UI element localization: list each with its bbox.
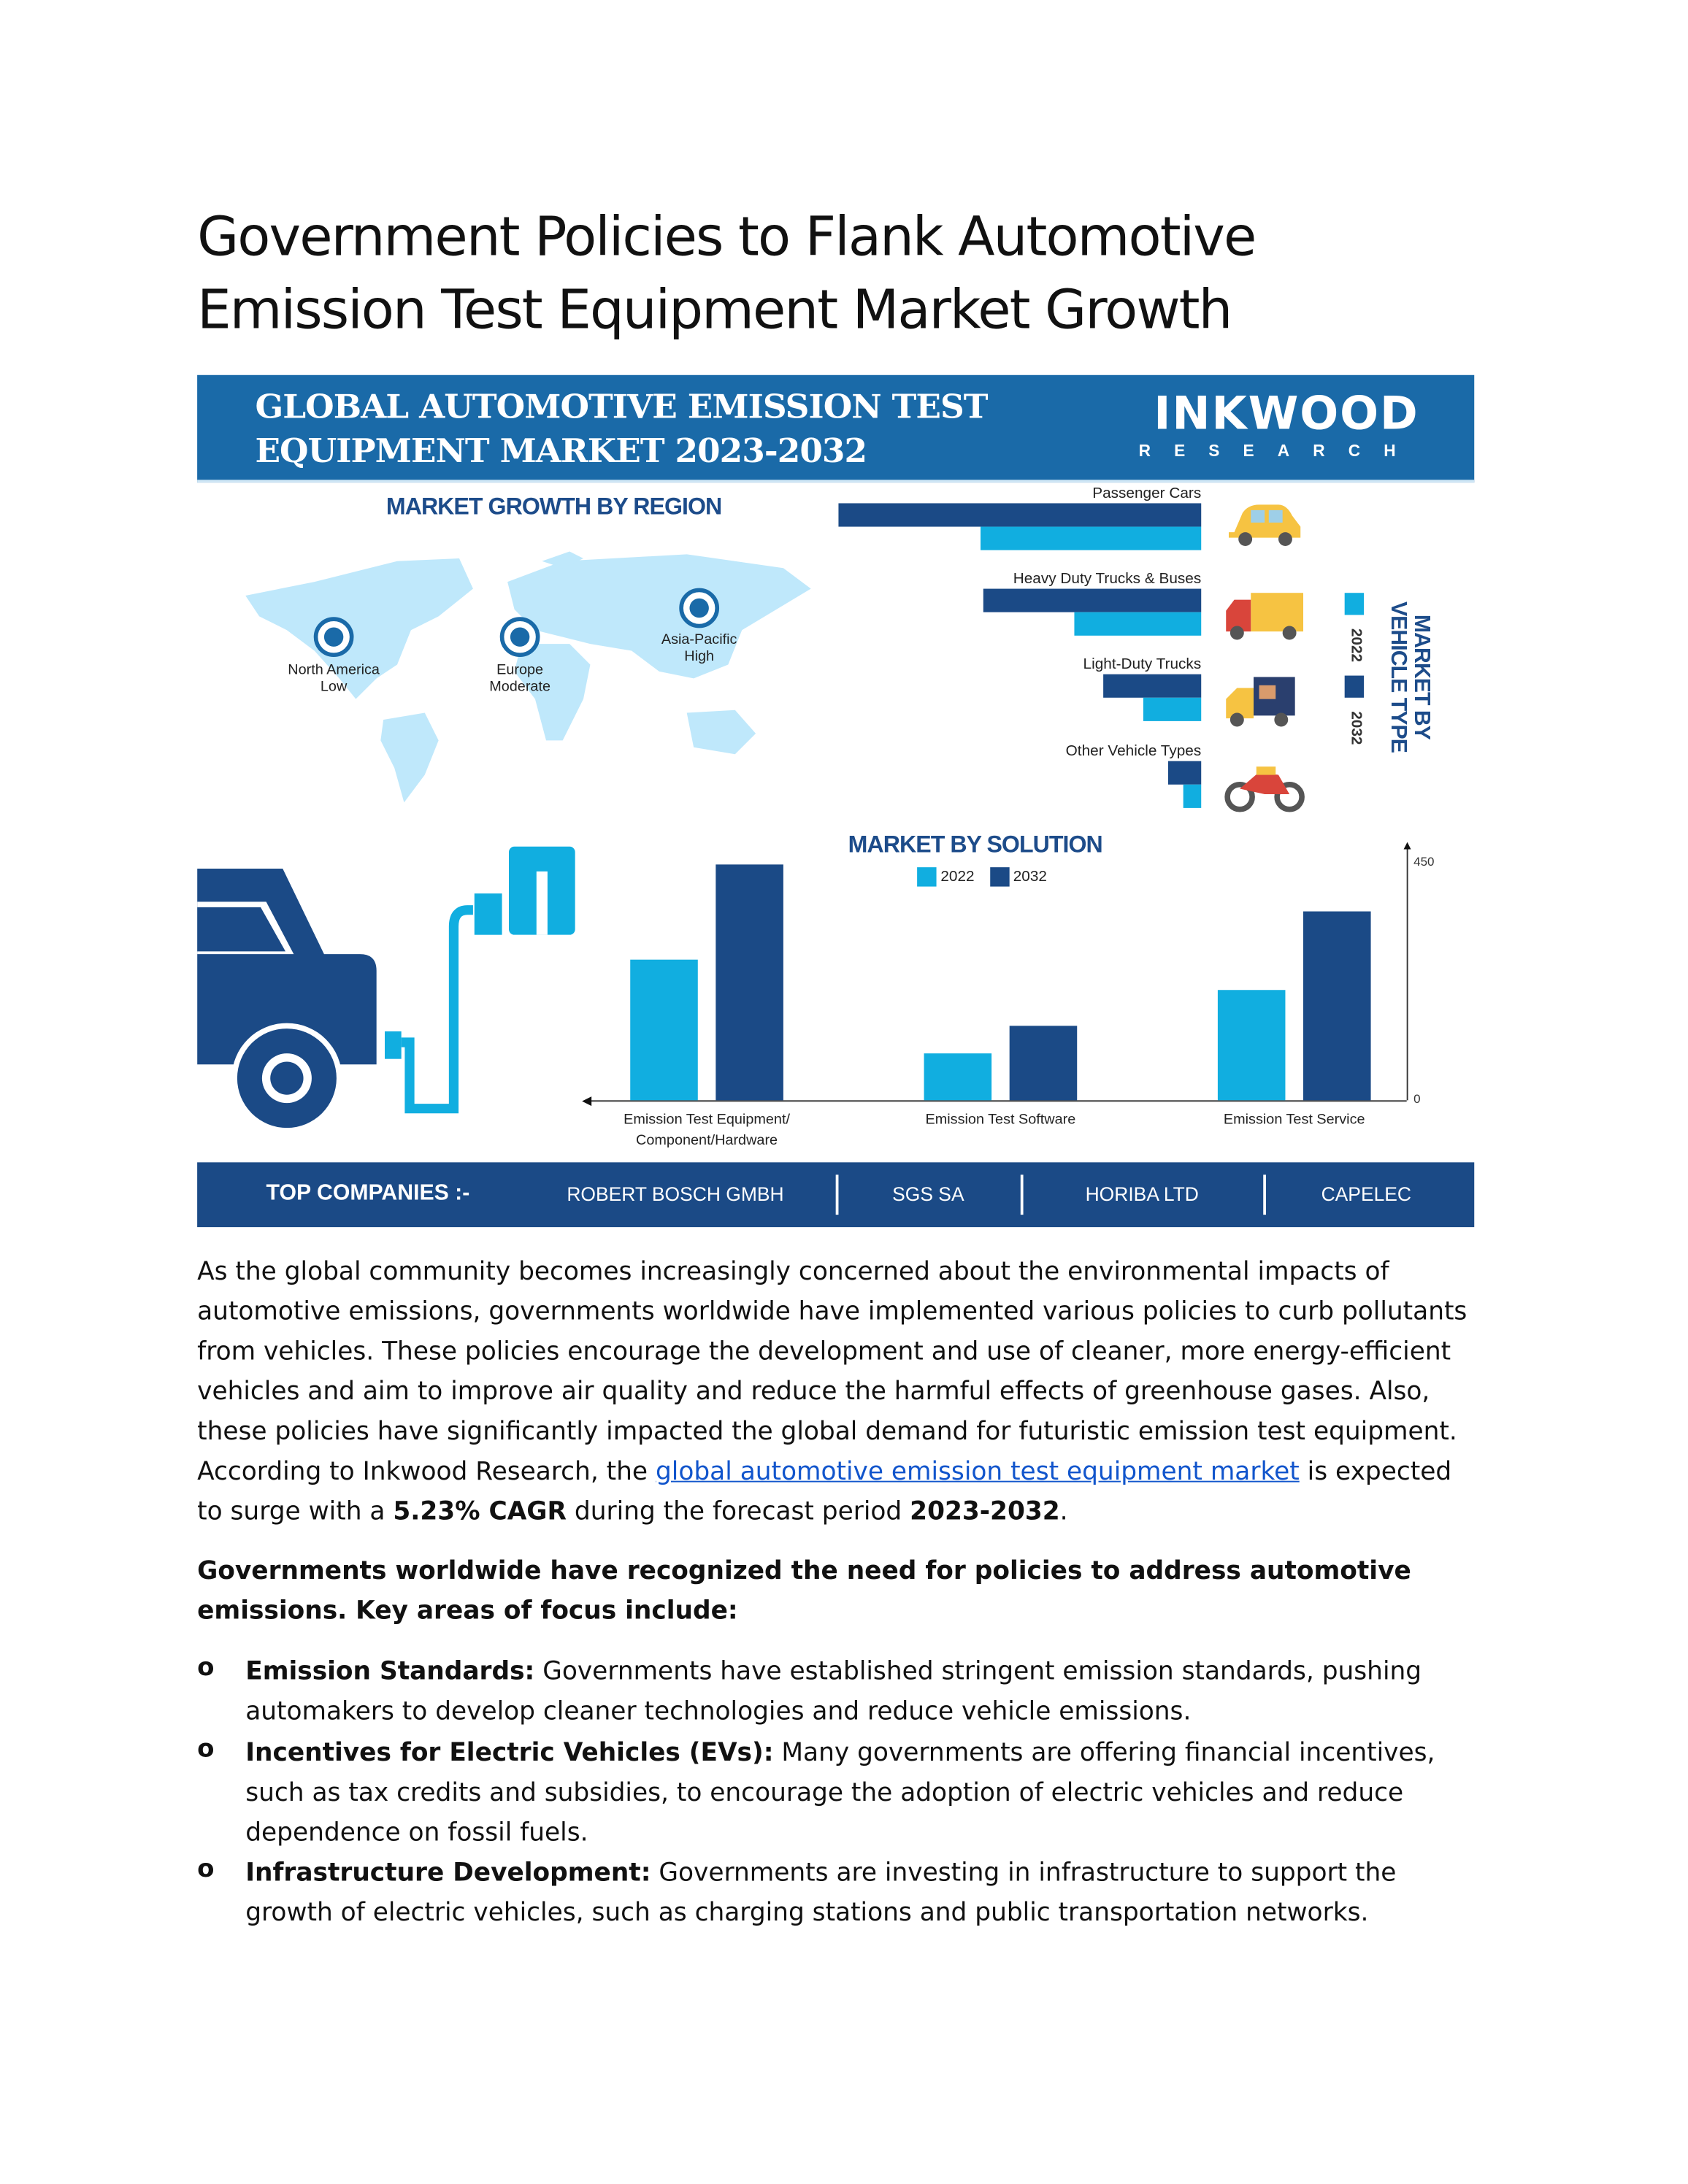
banner-title-line1: GLOBAL AUTOMOTIVE EMISSION TEST (255, 385, 988, 426)
legend-2032: 2032 (1347, 711, 1365, 745)
item-heading: Emission Standards: (245, 1657, 535, 1687)
infographic (197, 375, 1474, 1227)
bullet-icon: o (197, 1734, 215, 1764)
text: . (1059, 1497, 1068, 1527)
legend-label: 2022 (940, 868, 975, 885)
inkwood-logo-sub: RESEARCH (1138, 441, 1419, 461)
list-item (245, 1652, 1473, 1732)
divider (836, 1174, 839, 1215)
item-heading: Incentives for Electric Vehicles (EVs): (245, 1738, 774, 1768)
text: is expected to surge with a (197, 1457, 1452, 1527)
legend-label: 2032 (1013, 868, 1047, 885)
vehicle-type-label: Other Vehicle Types (1065, 743, 1202, 760)
region-level: Moderate (489, 678, 550, 696)
item-text: Governments have established stringent emission standards, pushing automakers to develop cleaner technologies and reduce vehicle emissions. (245, 1657, 1422, 1726)
solution-bar-2022 (924, 1053, 992, 1100)
vehicle-type-label: Heavy Duty Trucks & Buses (1013, 571, 1202, 588)
region-level: High (684, 647, 715, 665)
y-axis (1407, 848, 1408, 1101)
text: during the forecast period (566, 1497, 910, 1527)
region-name: Asia-Pacific (661, 631, 737, 648)
category-label (869, 1110, 1132, 1131)
focus-heading: Governments worldwide have recognized the need for policies to address automotive emissions. Key areas of focus include: (197, 1556, 1411, 1626)
region-name: North America (288, 661, 380, 679)
top-companies-label: TOP COMPANIES :- (266, 1181, 470, 1205)
text: As the global community becomes increasingly concerned about the environmental impacts of automotive emissions, governments worldwide have implemented various policies to curb pollutants from vehicles. These policies encourage the development and use of cleaner, more energy-efficient vehicles and aim to improve air quality and reduce the harmful effects of greenhouse gases. Also, these policies have significantly impacted the global demand for futuristic emission test equipment. According to Inkwood Research, the (197, 1257, 1468, 1487)
region-title: MARKET GROWTH BY REGION (385, 493, 722, 520)
cagr-value: 5.23% CAGR (393, 1497, 567, 1527)
item-text: Many governments are offering financial incentives, such as tax credits and subsidies, to encourage the adoption of electric vehicles and reduce dependence on fossil fuels. (245, 1738, 1435, 1848)
solution-bar-2032 (716, 865, 783, 1100)
company-name: SGS SA (892, 1183, 964, 1205)
category-label (1162, 1110, 1426, 1131)
inkwood-logo: INKWOOD (1154, 385, 1419, 440)
market-report-link[interactable]: global automotive emission test equipment market (655, 1457, 1300, 1487)
x-axis-arrow-icon: ◀ (582, 1093, 592, 1107)
banner-title-line2: EQUIPMENT MARKET 2023-2032 (255, 430, 867, 471)
y-tick-label: 450 (1413, 855, 1435, 869)
company-name: HORIBA LTD (1085, 1183, 1199, 1205)
item-text: Governments are investing in infrastructure to support the growth of electric vehicles, such as charging stations and public transportation networks. (245, 1858, 1397, 1928)
solution-bar-2022 (1218, 990, 1286, 1100)
top-companies-bar (197, 1162, 1474, 1227)
list-item (245, 1853, 1473, 1934)
company-name: CAPELEC (1321, 1183, 1412, 1205)
vehicle-type-label: Light-Duty Trucks (1083, 656, 1202, 673)
solution-bar-2032 (1010, 1026, 1078, 1100)
bullet-icon: o (197, 1854, 215, 1884)
divider (1021, 1174, 1024, 1215)
category-label-line: Emission Test Service (1223, 1111, 1365, 1128)
y-axis-arrow-icon: ▲ (1401, 838, 1413, 853)
solution-chart (197, 375, 1474, 1227)
category-label (575, 1110, 839, 1152)
item-heading: Infrastructure Development: (245, 1858, 651, 1888)
company-name: ROBERT BOSCH GMBH (567, 1183, 784, 1205)
vehicle-type-title: MARKET BY VEHICLE TYPE (1386, 601, 1433, 753)
category-label-line: Component/Hardware (636, 1131, 778, 1149)
list-item (245, 1733, 1473, 1853)
region-level: Low (320, 678, 348, 696)
divider (1263, 1174, 1266, 1215)
article-title: Government Policies to Flank Automotive Emission Test Equipment Market Growth (197, 207, 1256, 342)
y-tick-label: 0 (1413, 1092, 1421, 1106)
solution-bar-2032 (1303, 911, 1371, 1100)
forecast-period: 2023-2032 (910, 1497, 1060, 1527)
legend-2022: 2022 (1347, 628, 1365, 663)
x-axis (586, 1100, 1407, 1101)
solution-chart-title: MARKET BY SOLUTION (848, 831, 1102, 858)
bullet-icon: o (197, 1653, 215, 1683)
category-label-line: Emission Test Software (925, 1111, 1076, 1128)
region-name: Europe (496, 661, 544, 679)
solution-bar-2022 (630, 959, 698, 1100)
vehicle-type-label: Passenger Cars (1092, 485, 1202, 502)
intro-paragraph (197, 1252, 1480, 1531)
category-label-line: Emission Test Equipment/ (624, 1111, 790, 1128)
